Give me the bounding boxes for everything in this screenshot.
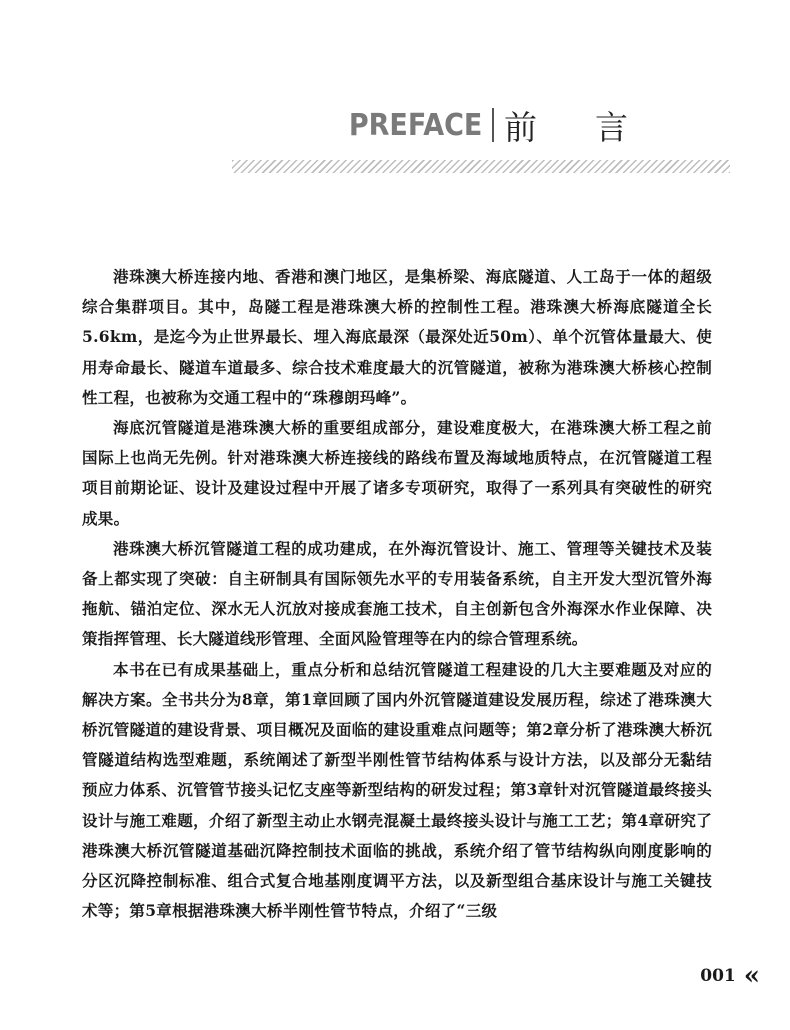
page-footer [700, 963, 760, 989]
page-title [504, 102, 628, 149]
title-char-2: 言 [595, 107, 628, 147]
double-chevron-icon: « [743, 961, 760, 991]
paragraph-4: 本书在已有成果基础上，重点分析和总结沉管隧道工程建设的几大主要难题及对应的解决方案。全书共分为8章，第1章回顾了国内外沉管隧道建设发展历程，综述了港珠澳大桥沉管隧道的建设背景、项目概况及面临的建设重难点问题等；第2章分析了港珠澳大桥沉管隧道结构选型难题，系统阐述了新型半刚性管节结构体系与设计方法，以及部分无黏结预应力体系、沉管管节接头记忆支座等新型结构的研发过程；第3章针对沉管隧道最终接头设计与施工难题，介绍了新型主动止水钢壳混凝土最终接头设计与施工工艺；第4章研究了港珠澳大桥沉管隧道基础沉降控制技术面临的挑战，系统介绍了管节结构纵向刚度影响的分区沉降控制标准、组合式复合地基刚度调平方法，以及新型组合基床设计与施工关键技术等；第5章根据港珠澳大桥半刚性管节特点，介绍了“三级 [82, 659, 712, 921]
header-divider [492, 108, 494, 142]
paragraph-2: 海底沉管隧道是港珠澳大桥的重要组成部分，建设难度极大，在港珠澳大桥工程之前国际上也尚无先例。针对港珠澳大桥连接线的路线布置及海域地质特点，在沉管隧道工程项目前期论证、设计及建设过程中开展了诸多专项研究，取得了一系列具有突破性的研究成果。 [82, 418, 712, 528]
paragraph-3: 港珠澳大桥沉管隧道工程的成功建成，在外海沉管设计、施工、管理等关键技术及装备上都实现了突破：自主研制具有国际领先水平的专用装备系统，自主开发大型沉管外海拖航、锚泊定位、深水无人沉放对接成套施工技术，自主创新包含外海深水作业保障、决策指挥管理、长大隧道线形管理、全面风险管理等在内的综合管理系统。 [82, 538, 712, 649]
decorative-hatch-bar [232, 160, 730, 173]
title-char-1: 前 [504, 107, 537, 147]
preface-body [82, 262, 712, 926]
preface-label: PREFACE [348, 107, 482, 143]
paragraph-1: 港珠澳大桥连接内地、香港和澳门地区，是集桥梁、海底隧道、人工岛于一体的超级综合集群项目。其中，岛隧工程是港珠澳大桥的控制性工程。港珠澳大桥海底隧道全长5.6km，是迄今为止世界最长、埋入海底最深（最深处近50m）、单个沉管体量最大、使用寿命最长、隧道车道最多、综合技术难度最大的沉管隧道，被称为港珠澳大桥核心控制性工程，也被称为交通工程中的“珠穆朗玛峰”。 [82, 267, 712, 407]
page-header [0, 100, 628, 150]
page-number: 001 [700, 966, 736, 986]
